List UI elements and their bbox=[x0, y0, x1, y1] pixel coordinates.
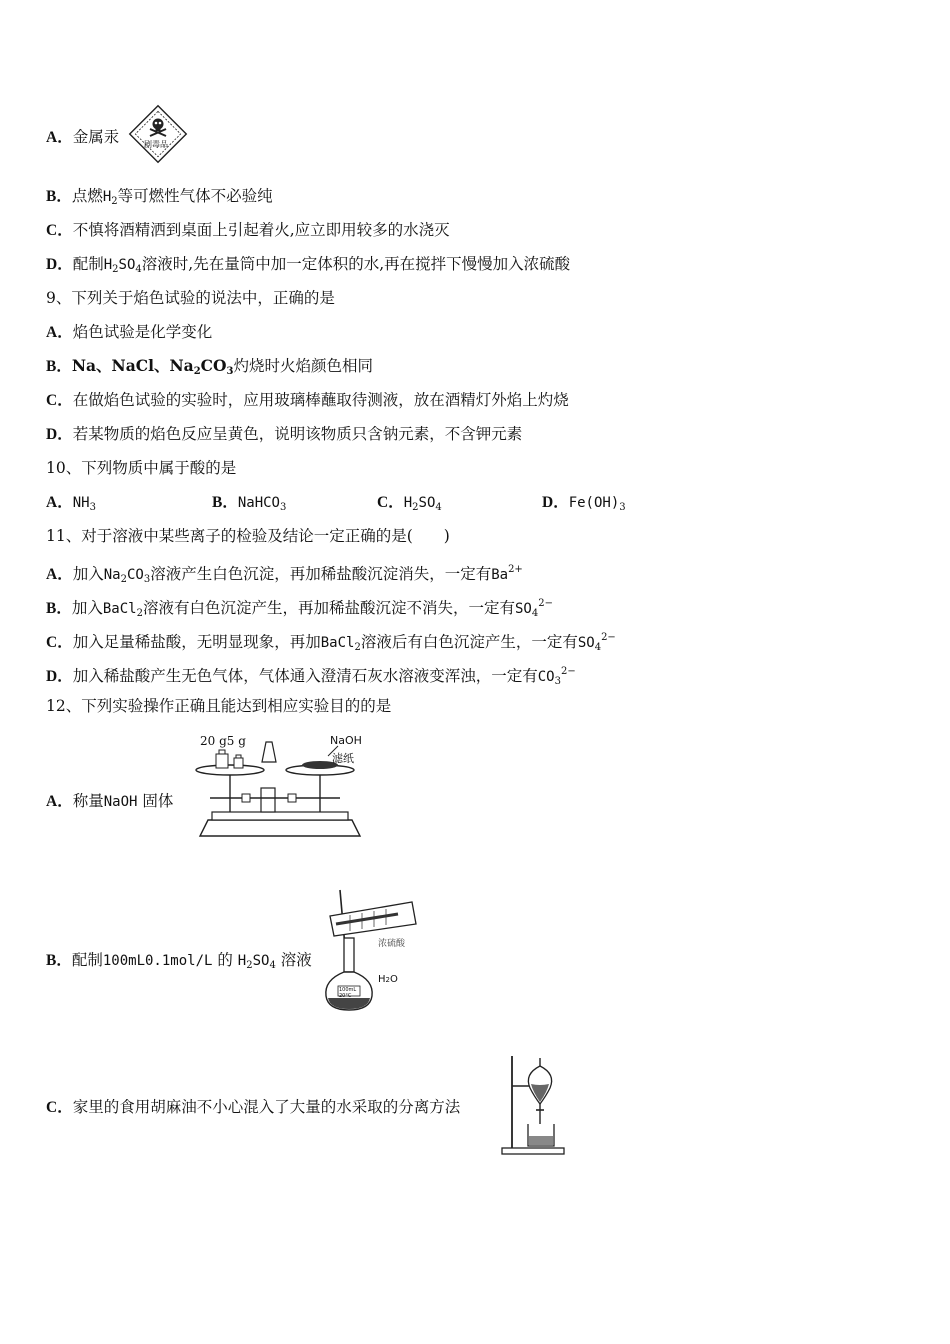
option-text: 溶液时,先在量筒中加一定体积的水,再在搅拌下慢慢加入浓硫酸 bbox=[141, 255, 571, 273]
formula: NaOH bbox=[103, 794, 138, 810]
q9-option-b bbox=[46, 356, 373, 382]
superscript: 2− bbox=[601, 632, 616, 643]
separatory-funnel-figure bbox=[498, 1052, 568, 1156]
balance-diagram bbox=[190, 732, 370, 844]
option-text: 溶液 bbox=[275, 951, 312, 969]
volumetric-flask-figure bbox=[320, 888, 420, 1014]
formula: BaCl bbox=[320, 635, 355, 651]
water-formula: H bbox=[378, 974, 386, 985]
weights-label: 20 g5 g bbox=[200, 734, 246, 748]
superscript: 2− bbox=[560, 666, 576, 677]
subscript: 2 bbox=[136, 608, 143, 619]
option-letter: A． bbox=[46, 129, 73, 146]
q11-option-a bbox=[46, 560, 523, 590]
option-letter: B． bbox=[212, 494, 238, 511]
ion: CO bbox=[537, 669, 555, 685]
q9-option-a bbox=[46, 322, 212, 343]
option-letter: A． bbox=[46, 793, 73, 810]
subscript: 3 bbox=[143, 574, 151, 585]
subscript: 4 bbox=[594, 642, 602, 653]
q11-option-c bbox=[46, 628, 616, 658]
ion: SO bbox=[514, 601, 532, 617]
formula: Na bbox=[103, 567, 121, 583]
q9-option-c bbox=[46, 390, 569, 411]
formula: H bbox=[103, 257, 113, 273]
option-letter: D． bbox=[46, 256, 73, 273]
option-letter: A． bbox=[46, 494, 73, 511]
q10-option-c bbox=[377, 492, 442, 518]
q12-option-a bbox=[46, 791, 173, 812]
q12-stem: 12、下列实验操作正确且能达到相应实验目的的是 bbox=[46, 697, 392, 715]
subscript: 2 bbox=[193, 366, 201, 377]
subscript: 2 bbox=[412, 502, 419, 513]
option-text: 溶液产生白色沉淀，再加稀盐酸沉淀消失，一定有 bbox=[150, 565, 492, 583]
q11-stem: 11、对于溶液中某些离子的检验及结论一定正确的是( ) bbox=[46, 527, 450, 545]
option-text: 加入 bbox=[71, 599, 103, 617]
option-letter: A． bbox=[46, 324, 73, 341]
toxic-hazard-sign bbox=[127, 103, 189, 165]
formula: H bbox=[403, 495, 413, 511]
water-label bbox=[378, 974, 398, 985]
formula: CO bbox=[200, 356, 227, 375]
option-letter: C． bbox=[46, 634, 73, 651]
formula: BaCl bbox=[102, 601, 137, 617]
option-letter: B． bbox=[46, 358, 72, 375]
option-text: 配制 bbox=[71, 951, 103, 969]
q9-stem: 9、下列关于焰色试验的说法中，正确的是 bbox=[46, 289, 335, 307]
option-text: 若某物质的焰色反应呈黄色，说明该物质只含钠元素，不含钾元素 bbox=[72, 425, 523, 443]
option-letter: A． bbox=[46, 566, 73, 583]
formula: Fe(OH) bbox=[568, 495, 620, 511]
subscript: 3 bbox=[226, 366, 234, 377]
q9-option-d bbox=[46, 424, 522, 445]
formula: Na、NaCl、Na bbox=[71, 356, 194, 375]
option-text: 加入足量稀盐酸，无明显现象，再加 bbox=[72, 633, 321, 651]
superscript: 2+ bbox=[508, 564, 523, 575]
q10-options bbox=[46, 492, 906, 512]
option-text: 溶液后有白色沉淀产生，一定有 bbox=[360, 633, 578, 651]
subscript: 2 bbox=[354, 642, 361, 653]
option-letter: B． bbox=[46, 188, 72, 205]
subscript: 2 bbox=[111, 196, 118, 207]
formula: SO bbox=[252, 953, 270, 969]
option-text: 加入 bbox=[72, 565, 104, 583]
option-letter: D． bbox=[46, 426, 73, 443]
separatory-funnel-icon bbox=[498, 1052, 568, 1156]
subscript: 2 bbox=[112, 264, 119, 275]
q11-option-b bbox=[46, 594, 553, 624]
ion: Ba bbox=[491, 567, 509, 583]
option-text: 家里的食用胡麻油不小心混入了大量的水采取的分离方法 bbox=[72, 1098, 461, 1116]
q10-option-d bbox=[542, 492, 626, 518]
option-text: 固体 bbox=[137, 792, 174, 810]
subscript: 2 bbox=[120, 574, 127, 585]
balance-figure bbox=[190, 732, 370, 844]
subscript: 4 bbox=[269, 960, 276, 971]
formula: SO bbox=[418, 495, 436, 511]
option-letter: B． bbox=[46, 600, 72, 617]
flask-diagram bbox=[320, 888, 420, 1014]
q12-option-b bbox=[46, 950, 312, 976]
q8-option-d bbox=[46, 254, 570, 280]
formula: NH bbox=[72, 495, 90, 511]
option-text: 在做焰色试验的实验时，应用玻璃棒蘸取待测液，放在酒精灯外焰上灼烧 bbox=[72, 391, 569, 409]
option-text: 金属汞 bbox=[72, 128, 120, 146]
option-letter: D． bbox=[542, 494, 569, 511]
q8-option-c bbox=[46, 220, 450, 241]
subscript: 2 bbox=[246, 960, 253, 971]
water-formula: O bbox=[390, 974, 398, 985]
subscript: 3 bbox=[89, 502, 96, 513]
option-text: 溶液有白色沉淀产生，再加稀盐酸沉淀不消失，一定有 bbox=[142, 599, 515, 617]
option-text: 焰色试验是化学变化 bbox=[72, 323, 213, 341]
subscript: 3 bbox=[280, 502, 287, 513]
option-letter: C． bbox=[46, 222, 73, 239]
option-text: 不慎将酒精洒到桌面上引起着火,应立即用较多的水浇灭 bbox=[72, 221, 450, 239]
q10-option-b bbox=[212, 492, 286, 518]
formula: SO bbox=[118, 257, 136, 273]
q11-option-d bbox=[46, 662, 576, 692]
subscript: 2 bbox=[385, 976, 390, 984]
subscript: 4 bbox=[435, 502, 442, 513]
ion: SO bbox=[577, 635, 595, 651]
conc-acid-label: 浓硫酸 bbox=[378, 939, 406, 949]
option-text: 点燃 bbox=[71, 187, 103, 205]
q8-option-b bbox=[46, 186, 273, 212]
filter-paper-label: 滤纸 bbox=[332, 752, 354, 765]
flask-mark-label: 100mL 20°C bbox=[339, 987, 357, 999]
formula: H bbox=[237, 953, 247, 969]
subscript: 3 bbox=[554, 676, 561, 687]
formula: H bbox=[102, 189, 112, 205]
option-text: 称量 bbox=[72, 792, 104, 810]
option-text: 加入稀盐酸产生无色气体，气体通入澄清石灰水溶液变浑浊，一定有 bbox=[72, 667, 538, 685]
skull-crossbones-icon bbox=[127, 103, 189, 165]
concentration: 100mL0.1mol/L bbox=[102, 953, 213, 969]
option-text: 等可燃性气体不必验纯 bbox=[117, 187, 273, 205]
option-text: 配制 bbox=[72, 255, 104, 273]
superscript: 2− bbox=[538, 598, 553, 609]
option-letter: D． bbox=[46, 668, 73, 685]
formula: NaHCO bbox=[237, 495, 280, 511]
formula: CO bbox=[126, 567, 144, 583]
q10-option-a bbox=[46, 492, 96, 518]
subscript: 3 bbox=[619, 502, 626, 513]
q8-option-a bbox=[46, 127, 119, 148]
option-text: 的 bbox=[212, 951, 238, 969]
naoh-label: NaOH bbox=[330, 734, 362, 747]
q12-option-c bbox=[46, 1097, 460, 1118]
toxic-sign-label: 剧毒品 bbox=[144, 140, 168, 149]
option-letter: C． bbox=[46, 1099, 73, 1116]
option-text: 灼烧时火焰颜色相同 bbox=[233, 357, 373, 375]
subscript: 4 bbox=[531, 608, 539, 619]
q10-stem: 10、下列物质中属于酸的是 bbox=[46, 459, 237, 477]
option-letter: B． bbox=[46, 952, 72, 969]
subscript: 4 bbox=[135, 264, 142, 275]
option-letter: C． bbox=[46, 392, 73, 409]
option-letter: C． bbox=[377, 494, 404, 511]
